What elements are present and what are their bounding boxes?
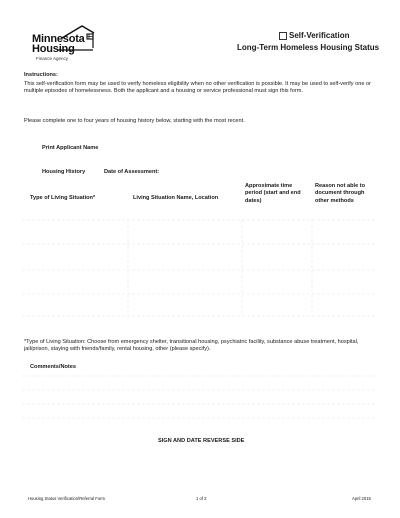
col-header-name-location: Living Situation Name, Location bbox=[133, 195, 219, 201]
logo-subtitle: Finance Agency bbox=[36, 56, 69, 61]
living-situation-footnote: *Type of Living Situation: Choose from emergency shelter, transitional housing, psychiatric facility, substance abuse treatment, hospital, jail/prison, staying with friends/family, rental housing, other (please specify). bbox=[24, 339, 359, 353]
comments-label: Comments/Notes bbox=[30, 364, 77, 370]
housing-history-label: Housing History bbox=[42, 169, 86, 175]
col-header-time-period: Approximate time period (start and end dates) bbox=[245, 183, 301, 204]
housing-history-grid[interactable] bbox=[22, 218, 378, 318]
instructions-please: Please complete one to four years of housing history below, starting with the most recent. bbox=[24, 118, 245, 124]
logo-line2: Housing bbox=[32, 43, 75, 55]
col-header-type: Type of Living Situation* bbox=[30, 195, 96, 201]
footer-page-number: 1 of 2 bbox=[196, 496, 207, 501]
applicant-name-label: Print Applicant Name bbox=[42, 145, 99, 151]
comments-lines[interactable] bbox=[22, 372, 378, 422]
col-header-reason: Reason not able to document through other methods bbox=[315, 183, 366, 204]
instructions-heading: Instructions: bbox=[24, 72, 58, 78]
footer-date: April 2015 bbox=[352, 496, 371, 501]
logo-line1: Minnesota bbox=[32, 33, 85, 45]
date-of-assessment-label: Date of Assessment: bbox=[104, 169, 160, 175]
form-title: Self-Verification bbox=[289, 31, 350, 40]
form-subtitle: Long-Term Homeless Housing Status bbox=[237, 43, 380, 52]
self-verification-checkbox[interactable] bbox=[279, 32, 287, 40]
footer-form-name: Housing Status Verification/Referral Form bbox=[28, 496, 106, 501]
sign-and-date-notice: SIGN AND DATE REVERSE SIDE bbox=[158, 438, 245, 444]
instructions-body: This self-verification form may be used to verify homeless eligibility when no other verification is possible. It may be used to self-verify one or multiple episodes of homelessness. Both the applicant and a housing or service professional must sign this form. bbox=[24, 81, 371, 95]
